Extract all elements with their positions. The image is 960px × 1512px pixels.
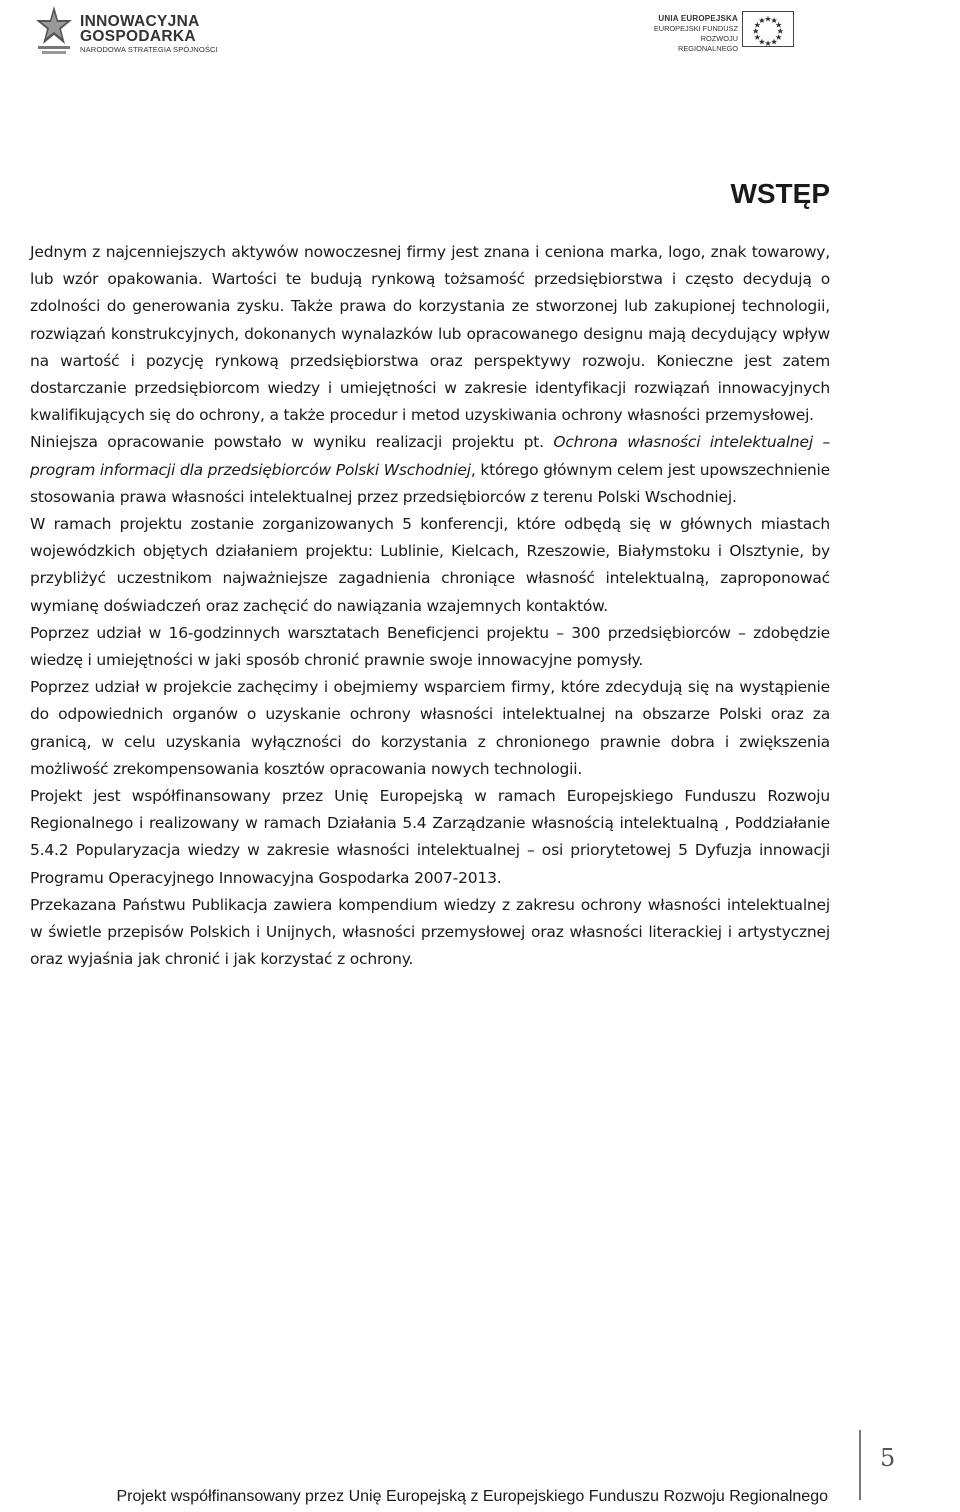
paragraph-7: Przekazana Państwu Publikacja zawiera kompendium wiedzy z zakresu ochrony własności intelektualnej w świetle przepisów Polskich i Unijnych, własności przemysłowej oraz własności literackiej i artystycznej oraz wyjaśnia jak chronić i jak korzystać z ochrony. <box>30 895 830 969</box>
project-title-italic: Ochrona własności intelektualnej – program informacji dla przedsiębiorców Polski Wschodniej <box>30 433 830 479</box>
paragraph-4: Poprzez udział w 16-godzinnych warsztatach Beneficjenci projektu – 300 przedsiębiorców – zdobędzie wiedzę i umiejętności w jaki sposób chronić prawnie swoje innowacyjne pomysły. <box>30 623 830 670</box>
body-text <box>30 239 830 973</box>
innowacyjna-gospodarka-logo <box>34 2 234 58</box>
paragraph-1: Jednym z najcenniejszych aktywów nowoczesnej firmy jest znana i ceniona marka, logo, znak towarowy, lub wzór opakowania. Wartości te budują rynkową tożsamość przedsiębiorstwa i często decydują o zdolności do generowania zysku. Także prawa do korzystania ze stworzonej lub zakupionej technologii, rozwiązań konstrukcyjnych, dokonanych wynalazków lub opracowanego designu mają decydujący wpływ na wartość i pozycję rynkową przedsiębiorstwa oraz perspektywy rozwoju. Konieczne jest zatem dostarczanie przedsiębiorcom wiedzy i umiejętności w zakresie identyfikacji rozwiązań innowacyjnych kwalifikujących się do ochrony, a także procedur i metod uzyskiwania ochrony własności przemysłowej. <box>30 243 830 425</box>
footer-text: Projekt współfinansowany przez Unię Europejską z Europejskiego Funduszu Rozwoju Regionalnego <box>116 1488 828 1505</box>
page-title: WSTĘP <box>730 178 830 209</box>
paragraph-5: Poprzez udział w projekcie zachęcimy i obejmiemy wsparciem firmy, które zdecydują się na wystąpienie do odpowiednich organów o uzyskanie ochrony własności intelektualnej na obszarze Polski oraz za granicą, w celu uzyskania wyłączności do korzystania z chronionego prawnie dobra i zwiększenia możliwość zrekompensowania kosztów opracowania nowych technologii. <box>30 678 830 778</box>
paragraph-2-part-b: , którego głównym celem jest upowszechnienie stosowania prawa własności intelektualnej przez przedsiębiorców z terenu Polski Wschodniej. <box>30 460 830 506</box>
paragraph-6: Projekt jest współfinansowany przez Unię Europejską w ramach Europejskiego Funduszu Rozwoju Regionalnego i realizowany w ramach Działania 5.4 Zarządzanie własnością intelektualną , Poddziałanie 5.4.2 Popularyzacja wiedzy w zakresie własności intelektualnej – osi priorytetowej 5 Dyfuzja innowacji Programu Operacyjnego Innowacyjna Gospodarka 2007-2013. <box>30 787 830 887</box>
paragraph-2-part-a: Niniejsza opracowanie powstało w wyniku realizacji projektu pt. <box>30 433 554 452</box>
page-number: 5 <box>880 1444 896 1472</box>
logo-line-1: INNOWACYJNA <box>80 13 200 30</box>
eu-line-1: UNIA EUROPEJSKA <box>658 14 738 23</box>
eu-flag-icon <box>742 11 794 47</box>
page-number-divider <box>859 1430 861 1500</box>
eu-line-2: EUROPEJSKI FUNDUSZ <box>653 24 738 33</box>
eu-logo <box>648 10 798 53</box>
eu-line-3: ROZWOJU REGIONALNEGO <box>678 34 738 53</box>
paragraph-2 <box>30 429 830 511</box>
ig-star-emblem-icon <box>34 2 74 58</box>
paragraph-3: W ramach projektu zostanie zorganizowanych 5 konferencji, które odbędą się w głównych miastach wojewódzkich objętych działaniem projektu: Lublinie, Kielcach, Rzeszowie, Białymstoku i Olsztynie, by przybliżyć uczestnikom najważniejsze zagadnienia chroniące własność intelektualną, zaproponować wymianę doświadczeń oraz zachęcić do nawiązania wzajemnych kontaktów. <box>30 515 830 615</box>
logo-line-2: GOSPODARKA <box>80 28 196 45</box>
logo-line-3: NARODOWA STRATEGIA SPÓJNOŚCI <box>80 45 218 54</box>
